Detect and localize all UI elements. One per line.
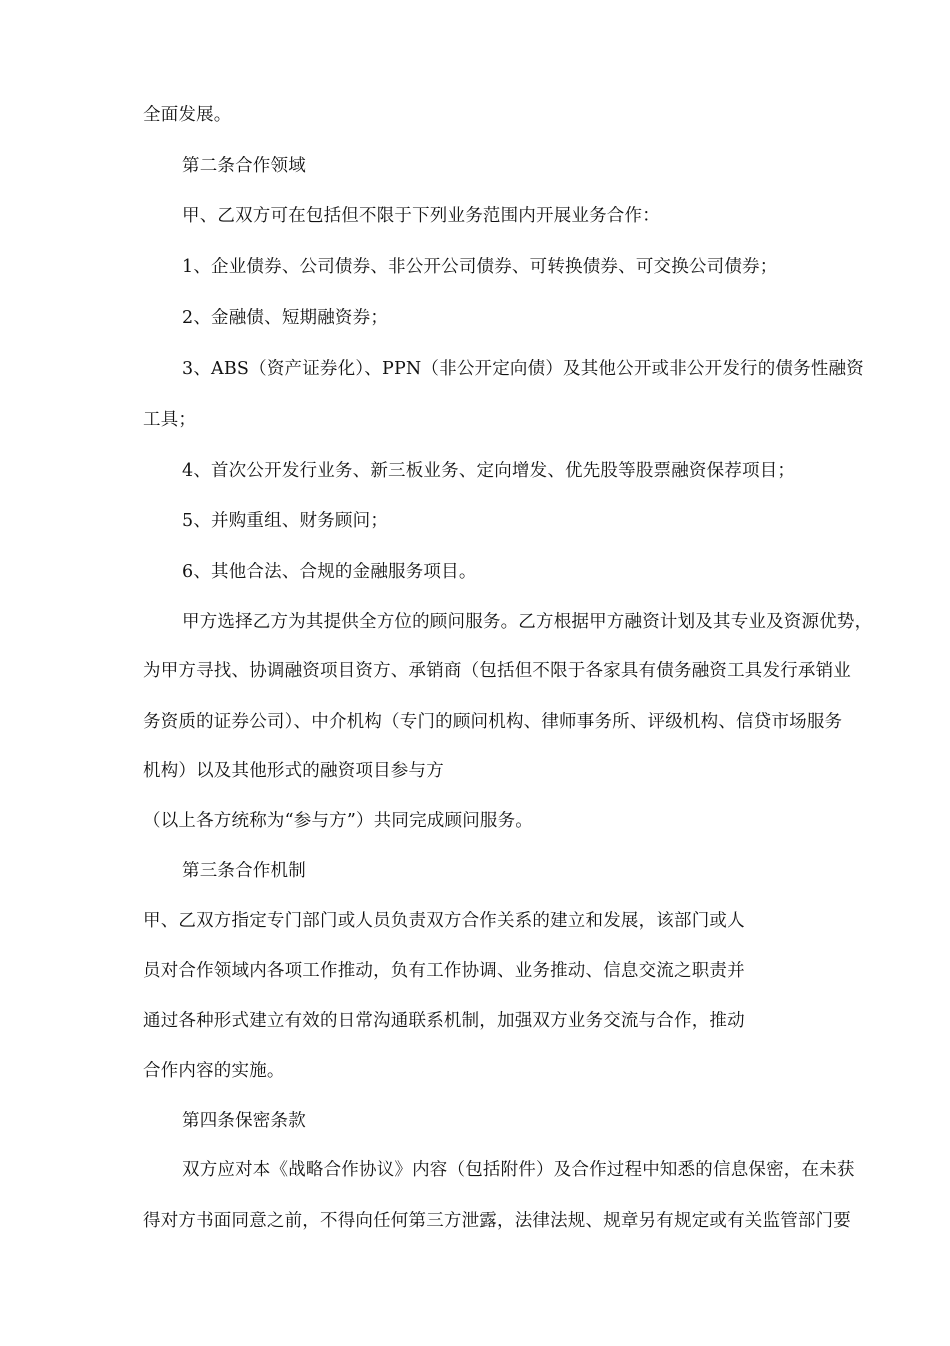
text-line: （以上各方统称为“参与方”）共同完成顾问服务。: [143, 811, 533, 831]
text-line: 工具；: [143, 410, 197, 430]
list-item: 2、金融债、短期融资券；: [182, 308, 389, 328]
text-line: 得对方书面同意之前，不得向任何第三方泄露，法律法规、规章另有规定或有关监管部门要: [143, 1211, 851, 1231]
text-line: 甲、乙双方可在包括但不限于下列业务范围内开展业务合作：: [182, 206, 660, 226]
list-item: 3、ABS（资产证券化）、PPN（非公开定向债）及其他公开或非公开发行的债务性融资: [182, 359, 864, 379]
section-heading: 第三条合作机制: [182, 861, 306, 881]
list-item: 6、其他合法、合规的金融服务项目。: [182, 562, 477, 582]
section-heading: 第四条保密条款: [182, 1111, 306, 1131]
text-line: 务资质的证券公司）、中介机构（专门的顾问机构、律师事务所、评级机构、信贷市场服务: [143, 712, 843, 732]
text-line: 员对合作领域内各项工作推动，负有工作协调、业务推动、信息交流之职责并: [143, 961, 745, 981]
text-line: 甲方选择乙方为其提供全方位的顾问服务。乙方根据甲方融资计划及其专业及资源优势，: [182, 612, 873, 632]
text-line: 为甲方寻找、协调融资项目资方、承销商（包括但不限于各家具有债务融资工具发行承销业: [143, 661, 851, 681]
text-line: 机构）以及其他形式的融资项目参与方: [143, 761, 444, 781]
list-item: 4、首次公开发行业务、新三板业务、定向增发、优先股等股票融资保荐项目；: [182, 461, 796, 481]
text-line: 通过各种形式建立有效的日常沟通联系机制，加强双方业务交流与合作，推动: [143, 1011, 745, 1031]
text-line: 全面发展。: [143, 105, 232, 125]
list-item: 5、并购重组、财务顾问；: [182, 511, 389, 531]
text-line: 双方应对本《战略合作协议》内容（包括附件）及合作过程中知悉的信息保密，在未获: [182, 1160, 855, 1180]
text-line: 合作内容的实施。: [143, 1061, 285, 1081]
list-item: 1、企业债券、公司债券、非公开公司债券、可转换债券、可交换公司债券；: [182, 257, 778, 277]
text-line: 甲、乙双方指定专门部门或人员负责双方合作关系的建立和发展，该部门或人: [143, 911, 745, 931]
section-heading: 第二条合作领域: [182, 156, 306, 176]
